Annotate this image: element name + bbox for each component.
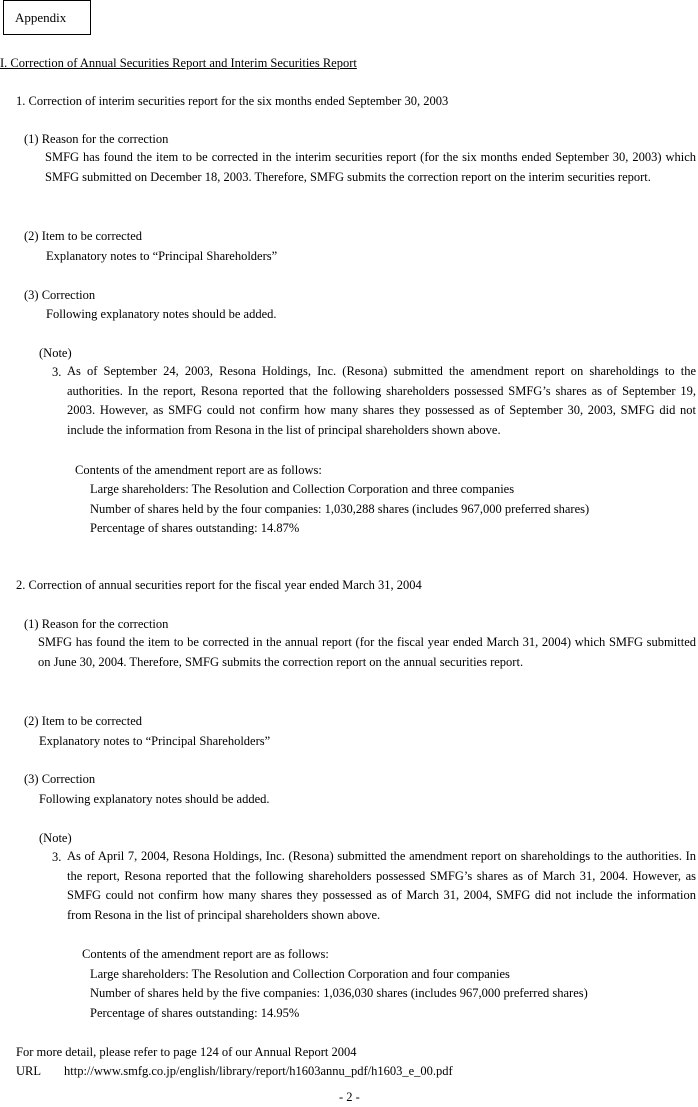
part1-note-label: (Note) [39,346,72,360]
part2-item-text: Explanatory notes to “Principal Shareholders” [39,734,271,748]
url-label: URL [16,1064,41,1078]
part2-shares-held: Number of shares held by the five companies: 1,036,030 shares (includes 967,000 preferred shares) [90,986,588,1000]
part1-reason-text: SMFG has found the item to be corrected in the interim securities report (for the six months ended September 30, 2003) which SMFG submitted on December 18, 2003. Therefore, SMFG submits the correction report on the interim securities report. [45,150,696,184]
more-detail-text: For more detail, please refer to page 124 of our Annual Report 2004 [16,1045,357,1059]
part2-note-number: 3. [52,850,62,864]
part1-item-heading: (2) Item to be corrected [24,229,142,243]
part2-reason-text: SMFG has found the item to be corrected in the annual report (for the fiscal year ended March 31, 2004) which SMFG submitted on June 30, 2004. Therefore, SMFG submits the correction report on the annual securities report. [38,635,696,669]
part1-note-text: As of September 24, 2003, Resona Holdings, Inc. (Resona) submitted the amendment report on shareholdings to the authorities. In the report, Resona reported that the following shareholders possessed SMFG’s shares as of September 19, 2003. However, as SMFG could not confirm how many shares they possessed as of September 30, 2003, SMFG did not include the information from Resona in the list of principal shareholders shown above. [67,364,696,437]
page-number: - 2 - [339,1090,360,1104]
part1-correction-text: Following explanatory notes should be added. [46,307,277,321]
appendix-label: Appendix [3,0,91,35]
part2-heading: 2. Correction of annual securities report for the fiscal year ended March 31, 2004 [16,578,422,592]
part1-correction-heading: (3) Correction [24,288,96,302]
part1-shares-held: Number of shares held by the four companies: 1,030,288 shares (includes 967,000 preferred shares) [90,502,590,516]
section-title: I. Correction of Annual Securities Report and Interim Securities Report [0,56,357,70]
part2-percentage: Percentage of shares outstanding: 14.95% [90,1006,300,1020]
part2-note-label: (Note) [39,831,72,845]
part1-reason-heading: (1) Reason for the correction [24,132,169,146]
part2-item-heading: (2) Item to be corrected [24,714,142,728]
part2-correction-heading: (3) Correction [24,772,96,786]
part1-contents-intro: Contents of the amendment report are as follows: [75,463,322,477]
part1-note-number: 3. [52,365,62,379]
part1-item-text: Explanatory notes to “Principal Shareholders” [46,249,278,263]
url-line [16,1063,453,1079]
part1-percentage: Percentage of shares outstanding: 14.87% [90,521,300,535]
url-link[interactable]: http://www.smfg.co.jp/english/library/report/h1603annu_pdf/h1603_e_00.pdf [64,1064,453,1078]
part1-heading: 1. Correction of interim securities report for the six months ended September 30, 2003 [16,94,449,108]
part2-contents-intro: Contents of the amendment report are as follows: [82,947,329,961]
part1-large-shareholders: Large shareholders: The Resolution and Collection Corporation and three companies [90,482,515,496]
part2-note-text: As of April 7, 2004, Resona Holdings, Inc. (Resona) submitted the amendment report on shareholdings to the authorities. In the report, Resona reported that the following shareholders possessed SMFG’s shares as of March 31, 2004. However, as SMFG could not confirm how many shares they possessed as of March 31, 2004, SMFG did not include the information from Resona in the list of principal shareholders shown above. [67,849,696,922]
part2-large-shareholders: Large shareholders: The Resolution and Collection Corporation and four companies [90,967,510,981]
part2-reason-heading: (1) Reason for the correction [24,617,169,631]
part2-correction-text: Following explanatory notes should be added. [39,792,270,806]
